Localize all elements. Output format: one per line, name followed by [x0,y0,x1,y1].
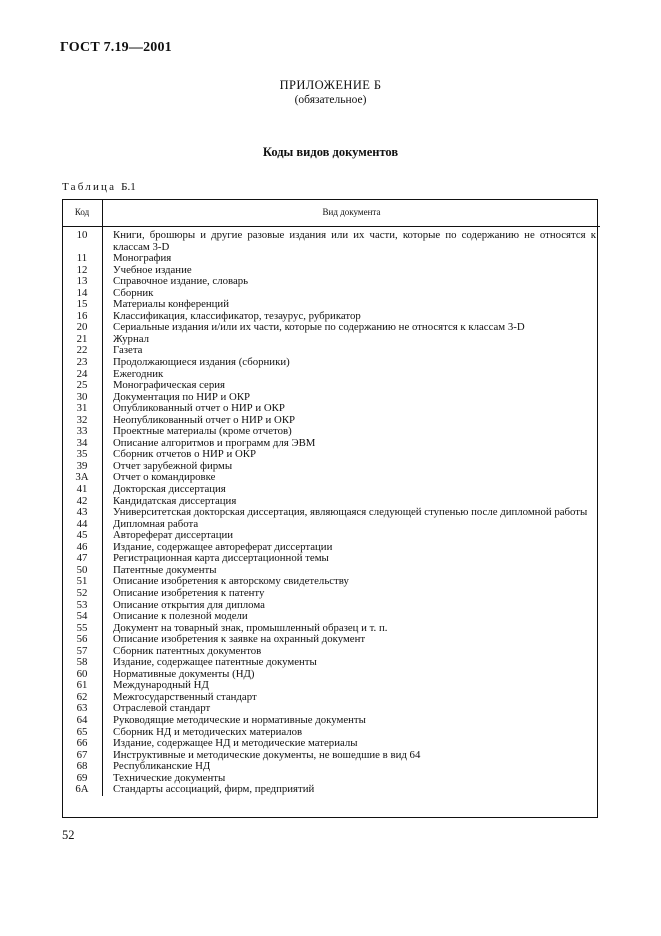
column-header-type: Вид документа [103,199,601,227]
table-row [62,761,600,773]
row-code: 66 [62,738,103,750]
document-header: ГОСТ 7.19—2001 [60,40,172,55]
row-document-type: Докторская диссертация [113,483,226,496]
row-code: 24 [62,369,103,381]
row-code: 41 [62,484,103,496]
row-document-type: Материалы конференций [113,298,229,311]
row-document-type: Продолжающиеся издания (сборники) [113,356,290,369]
table-row [62,738,600,750]
row-code: 21 [62,334,103,346]
row-document-type: Кандидатская диссертация [113,494,237,507]
table-row [62,507,600,519]
row-code: 44 [62,519,103,531]
row-code: 14 [62,288,103,300]
row-document-type: Монография [113,252,172,265]
row-code: 3А [62,472,103,484]
row-document-type: Опубликованный отчет о НИР и ОКР [113,402,285,415]
row-document-type: Сборник отчетов о НИР и ОКР [113,448,256,461]
appendix-title: ПРИЛОЖЕНИЕ Б [279,78,382,92]
row-document-type: Газета [113,344,143,357]
row-document-type: Сериальные издания и/или их части, которые по содержанию не относятся к классам 3-D [113,321,525,334]
row-document-type: Сборник [113,286,154,299]
row-document-type: Отраслевой стандарт [113,702,211,715]
table-row [62,357,600,369]
row-document-type: Описание изобретения к заявке на охранный документ [113,633,366,646]
row-code: 12 [62,265,103,277]
table-row [62,611,600,623]
table-row [62,380,600,392]
row-document-type: Инструктивные и методические документы, не вошедшие в вид 64 [113,748,421,761]
row-code: 62 [62,692,103,704]
row-code: 23 [62,357,103,369]
row-document-type: Справочное издание, словарь [113,275,249,288]
row-code: 32 [62,415,103,427]
table-header-row [62,199,600,227]
row-document-type: Нормативные документы (НД) [113,667,255,680]
table-label-number: Б.1 [121,181,136,193]
row-code: 55 [62,623,103,635]
row-document-type: Регистрационная карта диссертационной темы [113,552,329,565]
row-document-type: Ежегодник [113,367,164,380]
row-code: 61 [62,680,103,692]
row-code: 63 [62,703,103,715]
row-document-type: Отчет зарубежной фирмы [113,459,233,472]
row-code: 52 [62,588,103,600]
row-document-type: Стандарты ассоциаций, фирм, предприятий [113,783,315,796]
row-document-type: Международный НД [113,679,209,692]
row-code: 15 [62,299,103,311]
row-code: 43 [62,507,103,519]
row-document-type: Описание изобретения к патенту [113,586,265,599]
page-number: 52 [62,828,75,842]
row-code: 60 [62,669,103,681]
row-document-type: Сборник патентных документов [113,644,262,657]
row-code: 53 [62,600,103,612]
row-code: 57 [62,646,103,658]
row-document-type: Документ на товарный знак, промышленный образец и т. п. [113,621,388,634]
row-document-type: Межгосударственный стандарт [113,690,257,703]
row-code: 35 [62,449,103,461]
row-code: 50 [62,565,103,577]
row-code: 65 [62,727,103,739]
row-document-type: Классификация, классификатор, тезаурус, рубрикатор [113,309,361,322]
row-code: 20 [62,322,103,334]
row-code: 69 [62,773,103,785]
table-row [62,276,600,288]
row-document-type: Книги, брошюры и другие разовые издания или их части, которые по содержанию не относятся к классам 3-D [113,229,596,253]
row-code: 64 [62,715,103,727]
table-label [62,181,136,193]
section-title: Коды видов документов [262,145,399,159]
row-document-type: Издание, содержащее автореферат диссертации [113,540,333,553]
row-document-type: Описание изобретения к авторскому свидетельству [113,575,349,588]
row-document-type: Монографическая серия [113,379,225,392]
row-document-type: Руководящие методические и нормативные документы [113,713,366,726]
row-code: 56 [62,634,103,646]
row-document-type: Неопубликованный отчет о НИР и ОКР [113,413,296,426]
row-document-type: Журнал [113,332,149,345]
row-document-type: Республиканские НД [113,760,211,773]
row-document-type: Описание к полезной модели [113,610,248,623]
row-document-type: Описание алгоритмов и программ для ЭВМ [113,436,316,449]
row-code: 16 [62,311,103,323]
row-code: 39 [62,461,103,473]
row-document-type: Патентные документы [113,563,217,576]
table-row [62,784,600,796]
row-document-type: Отчет о командировке [113,471,216,484]
row-document-type: Автореферат диссертации [113,529,234,542]
row-document-type: Проектные материалы (кроме отчетов) [113,425,292,438]
row-code: 45 [62,530,103,542]
row-document-type: Учебное издание [113,263,192,276]
row-document-type: Дипломная работа [113,517,199,530]
row-code: 58 [62,657,103,669]
row-code: 47 [62,553,103,565]
table-row [62,715,600,727]
table-row [62,588,600,600]
row-code: 22 [62,345,103,357]
row-document-type: Документация по НИР и ОКР [113,390,251,403]
row-document-type: Технические документы [113,771,226,784]
row-code: 67 [62,750,103,762]
row-code: 10 [62,227,103,254]
row-document-type: Издание, содержащее НД и методические материалы [113,737,358,750]
table-label-prefix: Таблица [62,181,117,193]
row-code: 68 [62,761,103,773]
table-row [62,227,600,254]
row-code: 54 [62,611,103,623]
row-code: 46 [62,542,103,554]
row-document-type: Описание открытия для диплома [113,598,265,611]
row-code: 30 [62,392,103,404]
row-code: 6А [62,784,103,796]
row-code: 11 [62,253,103,265]
row-code: 34 [62,438,103,450]
row-code: 33 [62,426,103,438]
column-header-code: Код [62,199,103,227]
appendix-subtitle: (обязательное) [294,94,367,106]
table-row [62,484,600,496]
row-code: 42 [62,496,103,508]
row-code: 25 [62,380,103,392]
row-code: 51 [62,576,103,588]
table-row [62,334,600,346]
row-code: 13 [62,276,103,288]
document-codes-table [62,199,600,796]
row-document-type: Издание, содержащее патентные документы [113,656,317,669]
row-document-type: Сборник НД и методических материалов [113,725,303,738]
row-code: 31 [62,403,103,415]
row-document-type: Университетская докторская диссертация, являющаяся следующей ступенью после дипломной работы [113,506,588,519]
table-row [62,634,600,646]
table-row [62,253,600,265]
